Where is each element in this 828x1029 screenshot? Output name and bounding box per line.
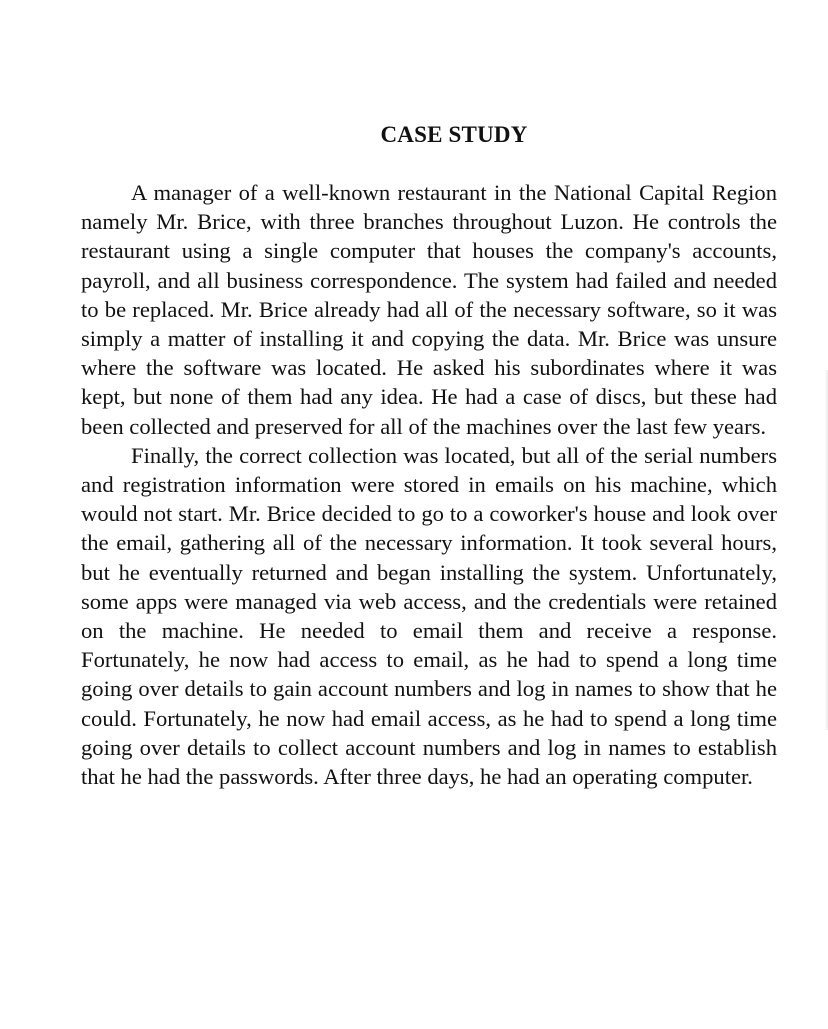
case-study-body <box>81 178 777 791</box>
paragraph-2: Finally, the correct collection was located, but all of the serial numbers and registration information were stored in emails on his machine, which would not start. Mr. Brice decided to go to a coworker's house and look over the email, gathering all of the necessary information. It took several hours, but he eventually returned and began installing the system. Unfortunately, some apps were managed via web access, and the credentials were retained on the machine. He needed to email them and receive a response. Fortunately, he now had access to email, as he had to spend a long time going over details to gain account numbers and log in names to show that he could. Fortunately, he now had email access, as he had to spend a long time going over details to collect account numbers and log in names to establish that he had the passwords. After three days, he had an operating computer. <box>81 442 777 790</box>
paragraph-1: A manager of a well-known restaurant in the National Capital Region namely Mr. Brice, with three branches throughout Luzon. He controls the restaurant using a single computer that houses the company's accounts, payroll, and all business correspondence. The system had failed and needed to be replaced. Mr. Brice already had all of the necessary software, so it was simply a matter of installing it and copying the data. Mr. Brice was unsure where the software was located. He asked his subordinates where it was kept, but none of them had any idea. He had a case of discs, but these had been collected and preserved for all of the machines over the last few years. <box>81 180 777 439</box>
page-title: CASE STUDY <box>380 122 528 147</box>
